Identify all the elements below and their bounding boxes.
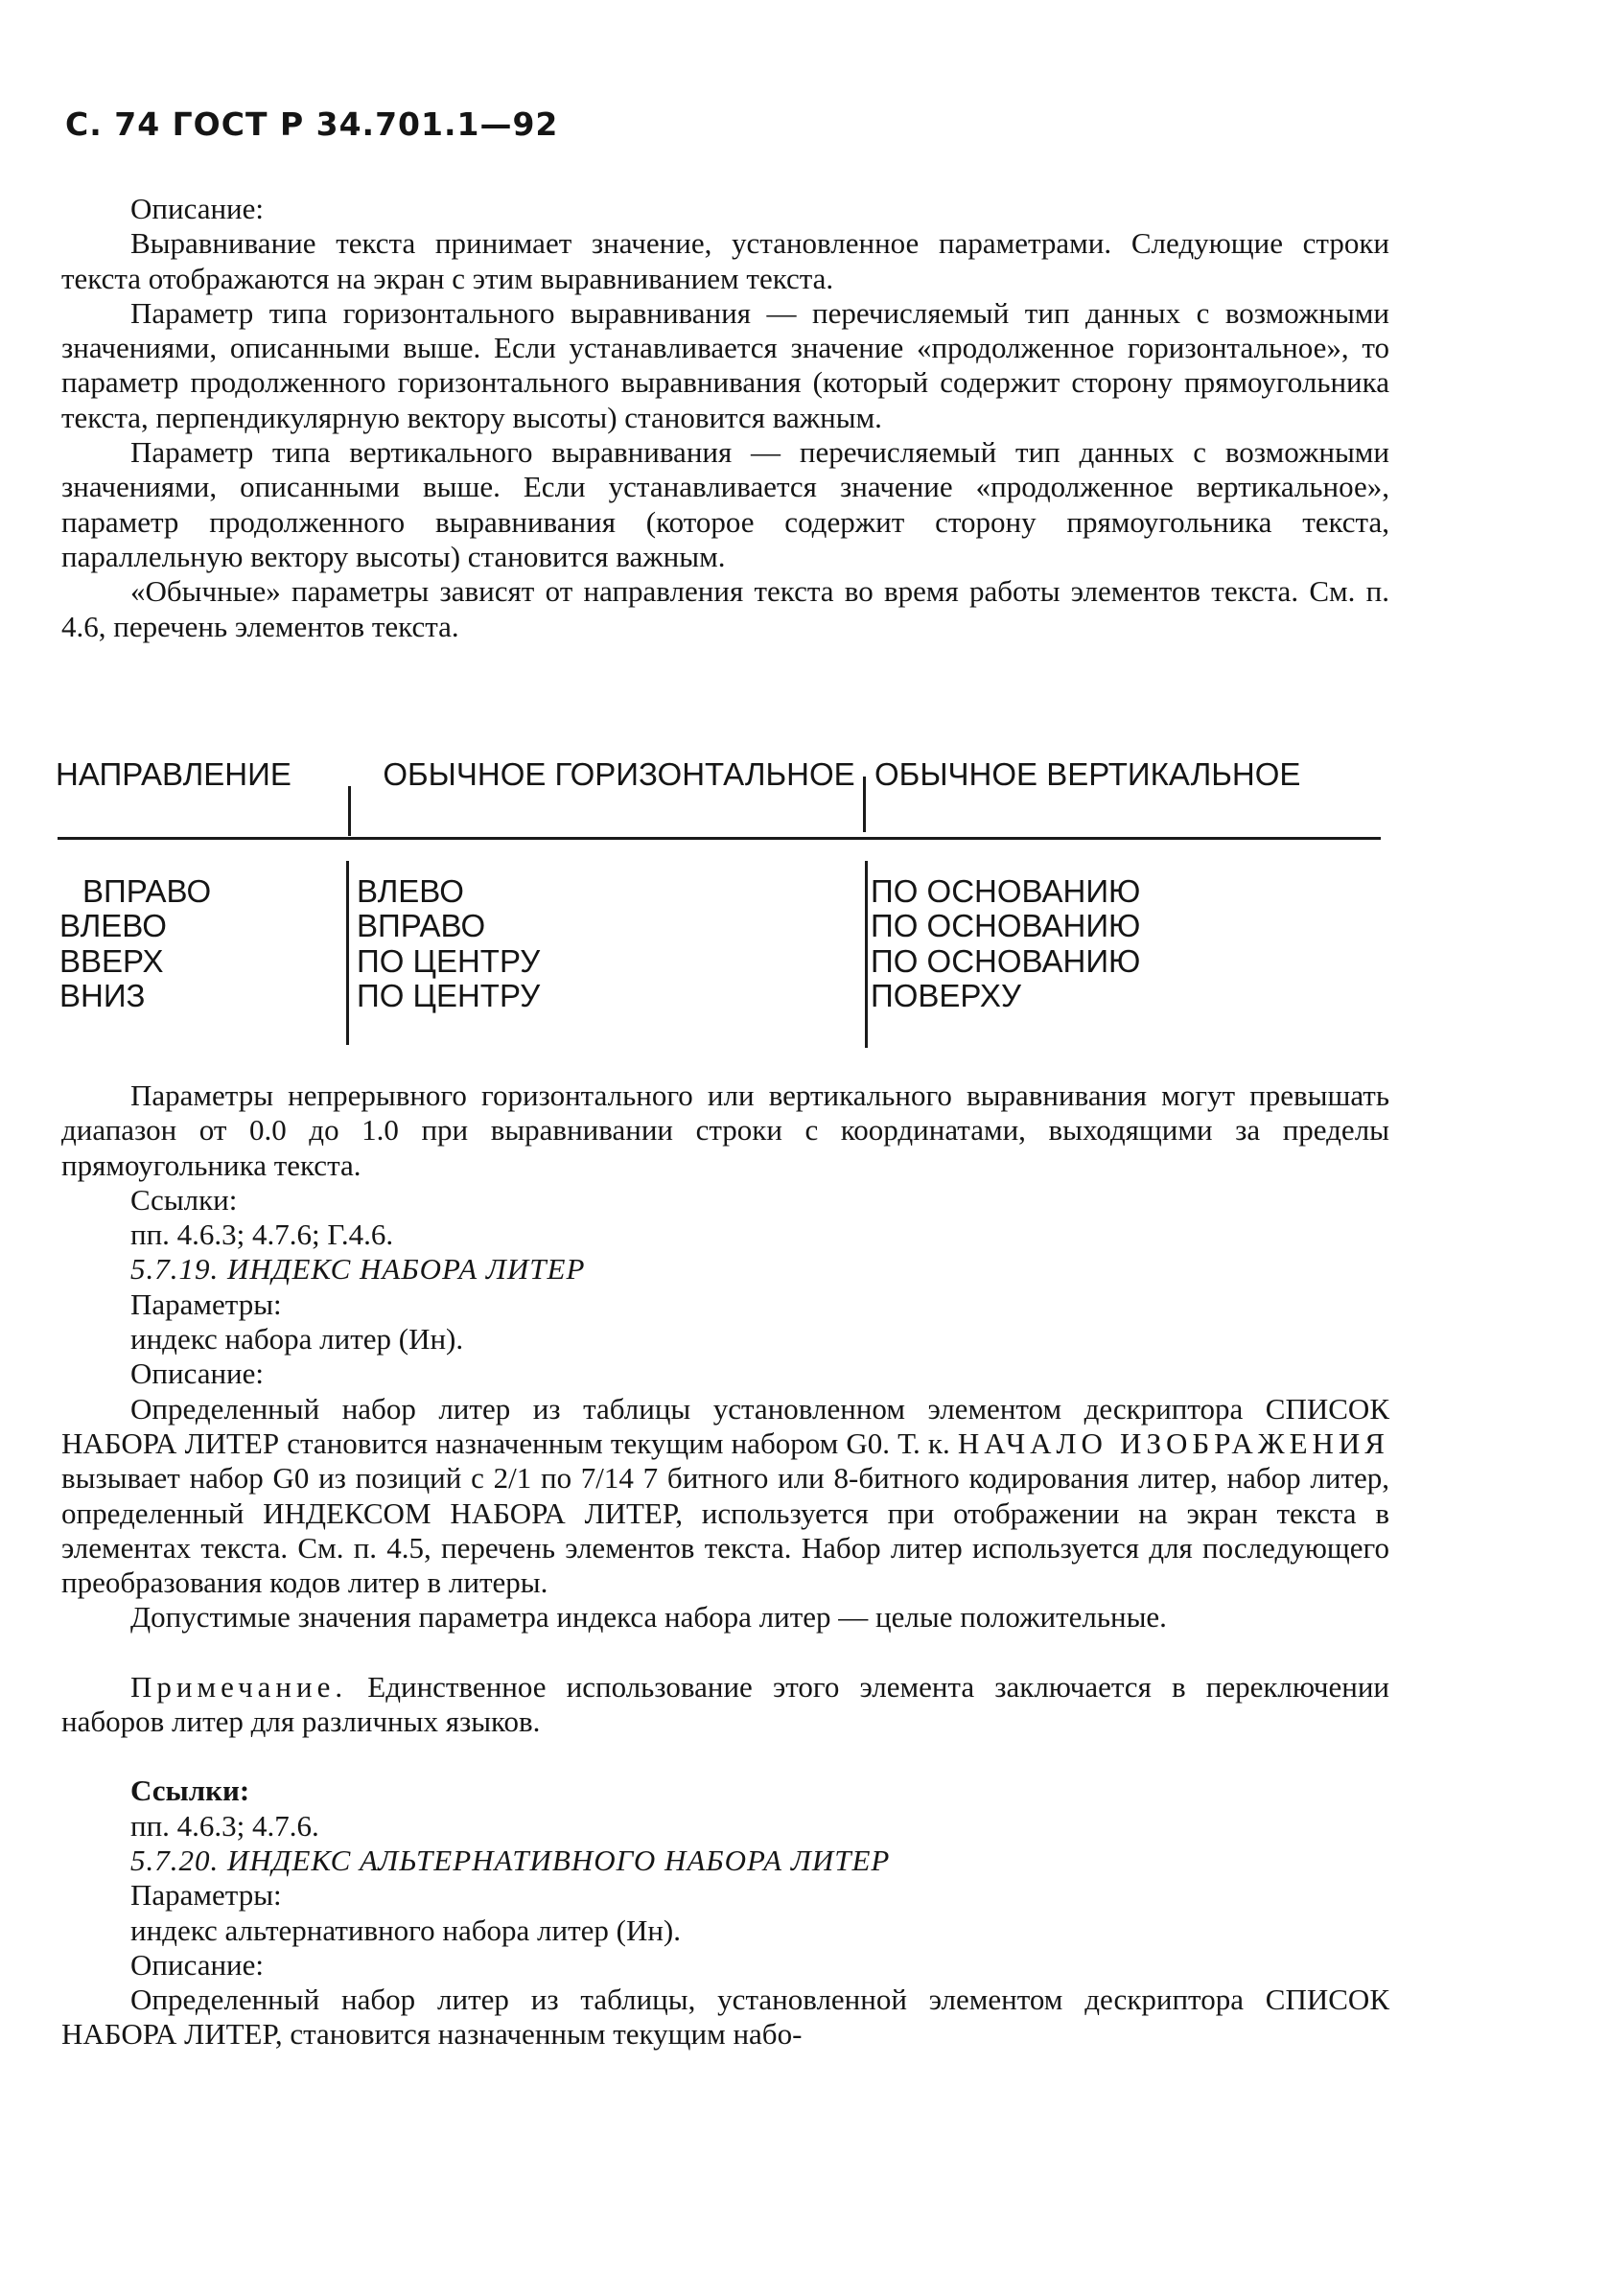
intro-paragraph-3: Параметр типа вертикального выравнивания — перечисляемый тип данных с возможными значениями, описанными выше. Если устанавливается значение «продолженное вертикальное», параметр продолженного выравнивания (которое содержит сторону прямоугольника текста, параллельную вектору высоты) становится важным. bbox=[61, 435, 1389, 573]
table-cell: ВВЕРХ bbox=[59, 942, 164, 979]
table-cell: ПО ОСНОВАНИЮ bbox=[871, 942, 1141, 979]
continuous-alignment-paragraph: Параметры непрерывного горизонтального или вертикального выравнивания могут превышать диапазон от 0.0 до 1.0 при выравнивании строки с координатами, выходящими за пределы прямоугольника текста. bbox=[61, 1078, 1389, 1182]
params-text: индекс альтернативного набора литер (Ин). bbox=[130, 1913, 681, 1947]
table-cell: ВПРАВО bbox=[357, 908, 486, 944]
section-title-5-7-19: 5.7.19. ИНДЕКС НАБОРА ЛИТЕР bbox=[130, 1252, 586, 1287]
params-label: Параметры: bbox=[130, 1878, 282, 1913]
alignment-table bbox=[56, 757, 1383, 1045]
note-text: Единственное использование этого элемента заключается в переключении наборов литер для различных языков. bbox=[61, 1669, 1390, 1739]
table-header-divider-2 bbox=[863, 777, 866, 832]
table-column-divider-2 bbox=[865, 861, 868, 1048]
table-column-divider-1 bbox=[346, 861, 349, 1045]
picture-start-term: НАЧАЛО ИЗОБРАЖЕНИЯ bbox=[957, 1426, 1389, 1460]
table-column-direction bbox=[59, 874, 211, 1013]
intro-paragraph-2: Параметр типа горизонтального выравнивания — перечисляемый тип данных с возможными значениями, описанными выше. Если устанавливается значение «продолженное горизонтальное», то параметр продолженного горизонтального выравнивания (который содержит сторону прямоугольника текста, перпендикулярную вектору высоты) становится важным. bbox=[61, 295, 1389, 434]
table-cell: ВЛЕВО bbox=[357, 873, 464, 909]
table-cell: ВЛЕВО bbox=[59, 908, 167, 944]
description-label: Описание: bbox=[130, 1947, 265, 1982]
table-cell: ПО ОСНОВАНИЮ bbox=[871, 908, 1141, 944]
page-header: С. 74 ГОСТ Р 34.701.1—92 bbox=[65, 105, 559, 143]
table-header-vertical: ОБЫЧНОЕ ВЕРТИКАЛЬНОЕ bbox=[874, 756, 1301, 792]
note-label: Примечание. bbox=[130, 1669, 348, 1704]
description-part-2: вызывает набор G0 из позиций с 2/1 по 7/14 7 битного или 8-битного кодирования литер, набор литер, определенный ИНДЕКСОМ НАБОРА ЛИТЕР, используется при отображении на экран текста в элементах текста. См. п. 4.5, перечень элементов текста. Набор литер используется для последующего преобразования кодов литер в литеры. bbox=[61, 1461, 1389, 1600]
refs-text: пп. 4.6.3; 4.7.6; Г.4.6. bbox=[130, 1218, 394, 1252]
refs-label: Ссылки: bbox=[130, 1774, 250, 1808]
description-label: Описание: bbox=[130, 1357, 265, 1391]
table-cell: ВНИЗ bbox=[59, 977, 146, 1013]
refs-text: пп. 4.6.3; 4.7.6. bbox=[130, 1808, 319, 1843]
section-19-description bbox=[61, 1392, 1389, 1601]
params-text: индекс набора литер (Ин). bbox=[130, 1322, 464, 1357]
table-header-direction: НАПРАВЛЕНИЕ bbox=[56, 756, 291, 792]
post-table-section bbox=[61, 1078, 1389, 2052]
table-cell: ПО ЦЕНТРУ bbox=[357, 942, 541, 979]
intro-paragraph-4: «Обычные» параметры зависят от направления текста во время работы элементов текста. См. п. 4.6, перечень элементов текста. bbox=[61, 574, 1389, 643]
table-cell: ПОВЕРХУ bbox=[871, 977, 1021, 1013]
table-cell: ПО ЦЕНТРУ bbox=[357, 977, 541, 1013]
section-title-5-7-20: 5.7.20. ИНДЕКС АЛЬТЕРНАТИВНОГО НАБОРА ЛИТЕР bbox=[130, 1843, 891, 1877]
description-label: Описание: bbox=[130, 192, 265, 225]
table-header-divider-1 bbox=[348, 786, 351, 836]
intro-paragraph-1: Выравнивание текста принимает значение, установленное параметрами. Следующие строки текста отображаются на экран с этим выравниванием текста. bbox=[61, 226, 1389, 295]
params-label: Параметры: bbox=[130, 1287, 282, 1321]
section-20-description: Определенный набор литер из таблицы, установленной элементом дескриптора СПИСОК НАБОРА ЛИТЕР, становится назначенным текущим набо- bbox=[61, 1983, 1389, 2052]
table-cell: ВПРАВО bbox=[82, 873, 212, 909]
description-part-1: Определенный набор литер из таблицы установленном элементом дескриптора СПИСОК НАБОРА ЛИТЕР становится назначенным текущим набором G0. Т. к. bbox=[61, 1391, 1389, 1460]
table-header-rule bbox=[58, 837, 1381, 840]
intro-section bbox=[61, 192, 1389, 644]
table-header-horizontal: ОБЫЧНОЕ ГОРИЗОНТАЛЬНОЕ bbox=[383, 756, 855, 792]
refs-label: Ссылки: bbox=[130, 1182, 238, 1217]
table-cell: ПО ОСНОВАНИЮ bbox=[871, 873, 1141, 909]
table-column-vertical bbox=[871, 874, 1140, 1013]
table-column-horizontal bbox=[357, 874, 540, 1013]
allowed-values-paragraph: Допустимые значения параметра индекса набора литер — целые положительные. bbox=[130, 1600, 1167, 1635]
note-paragraph bbox=[61, 1670, 1389, 1740]
